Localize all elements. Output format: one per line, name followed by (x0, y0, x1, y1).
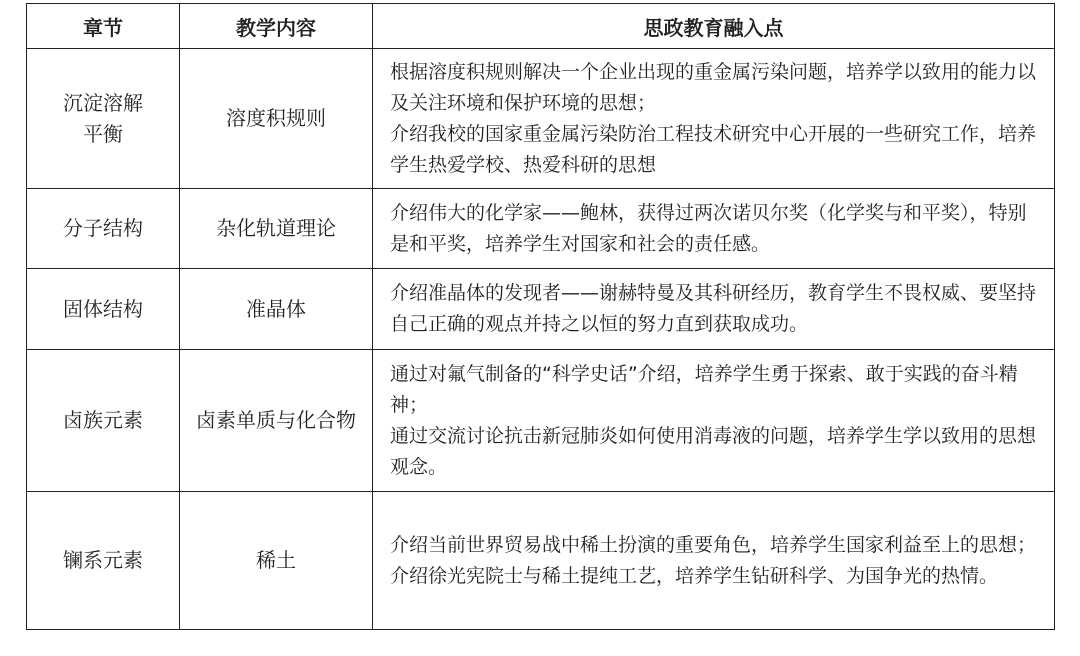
header-content: 教学内容 (180, 4, 373, 49)
points-cell (373, 49, 1055, 189)
chapter-line: 平衡 (83, 121, 123, 146)
content-cell: 稀土 (180, 492, 373, 630)
point-text: 介绍我校的国家重金属污染防治工程技术研究中心开展的一些研究工作，培养学生热爱学校、热爱科研的思想 (390, 122, 1037, 176)
table-header-row (27, 4, 1055, 49)
chapter-line: 固体结构 (63, 296, 143, 321)
points-cell (373, 492, 1055, 630)
point-text: 介绍当前世界贸易战中稀土扮演的重要角色，培养学生国家利益至上的思想； (390, 533, 1037, 556)
chapter-line: 卤族元素 (63, 408, 143, 432)
points-cell (373, 269, 1055, 350)
table-row (27, 350, 1055, 492)
chapter-cell (27, 49, 180, 189)
point-text: 介绍准晶体的发现者——谢赫特曼及其科研经历，教育学生不畏权威、要坚持自己正确的观点并持之以恒的努力直到获取成功。 (390, 282, 1037, 335)
table-row (27, 189, 1055, 269)
content-cell: 杂化轨道理论 (180, 189, 373, 269)
header-points: 思政教育融入点 (373, 4, 1055, 49)
content-cell: 卤素单质与化合物 (180, 350, 373, 492)
chapter-cell (27, 189, 180, 269)
content-cell: 溶度积规则 (180, 49, 373, 189)
chapter-line: 沉淀溶解 (63, 90, 143, 115)
point-text: 介绍徐光宪院士与稀土提纯工艺，培养学生钻研科学、为国争光的热情。 (390, 564, 999, 587)
table-row (27, 492, 1055, 630)
chapter-cell (27, 492, 180, 630)
table-row (27, 269, 1055, 350)
content-cell: 准晶体 (180, 269, 373, 350)
points-cell (373, 350, 1055, 492)
chapter-line: 分子结构 (63, 216, 143, 240)
chapter-line: 镧系元素 (63, 548, 143, 572)
chapter-cell (27, 269, 180, 350)
header-chapter: 章节 (27, 4, 180, 49)
point-text: 介绍伟大的化学家——鲍林，获得过两次诺贝尔奖（化学奖与和平奖），特别是和平奖，培养学生对国家和社会的责任感。 (390, 201, 1027, 255)
ideological-education-table (26, 3, 1055, 630)
points-cell (373, 189, 1055, 269)
chapter-cell (27, 350, 180, 492)
point-text: 通过对氟气制备的“科学史话”介绍，培养学生勇于探索、敢于实践的奋斗精神； (390, 362, 1018, 416)
point-text: 通过交流讨论抗击新冠肺炎如何使用消毒液的问题，培养学生学以致用的思想观念。 (390, 424, 1037, 478)
table-row (27, 49, 1055, 189)
point-text: 根据溶度积规则解决一个企业出现的重金属污染问题，培养学以致用的能力以及关注环境和保护环境的思想； (390, 60, 1037, 114)
